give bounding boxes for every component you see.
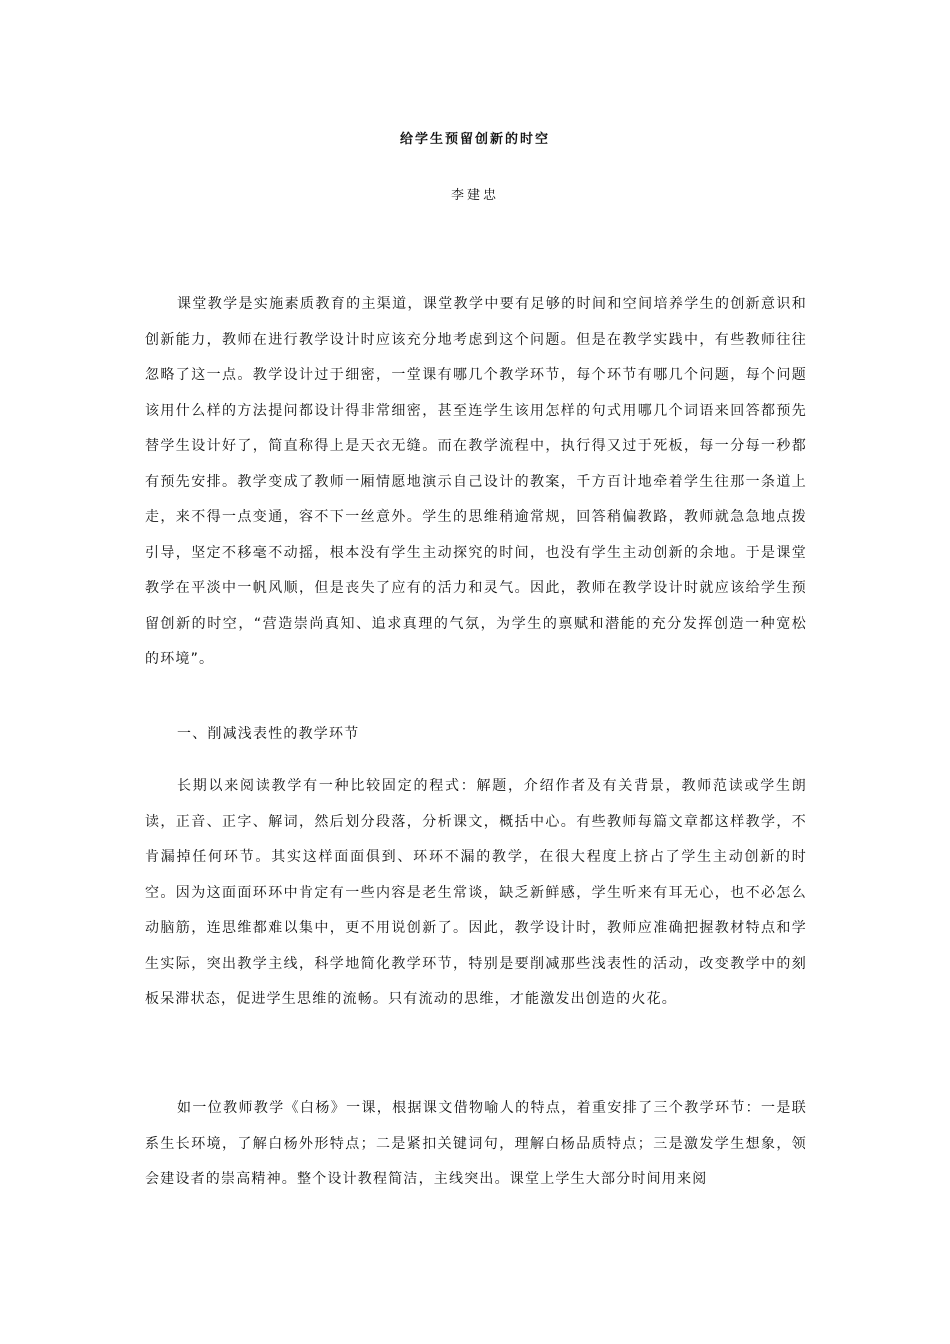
paragraph-example: 如一位教师教学《白杨》一课，根据课文借物喻人的特点，着重安排了三个教学环节：一是联系生长环境，了解白杨外形特点；二是紧扣关键词句，理解白杨品质特点；三是激发学生想象，领会建设者的崇高精神。整个设计教程简洁，主线突出。课堂上学生大部分时间用来阅 <box>145 1100 807 1187</box>
document-title: 给学生预留创新的时空 <box>399 132 550 147</box>
section-heading-1: 一、削减浅表性的教学环节 <box>177 726 360 742</box>
document-author: 李建忠 <box>450 188 499 203</box>
paragraph-section-1: 长期以来阅读教学有一种比较固定的程式：解题，介绍作者及有关背景，教师范读或学生朗读，正音、正字、解词，然后划分段落，分析课文，概括中心。有些教师每篇文章都这样教学，不肯漏掉任何环节。其实这样面面俱到、环环不漏的教学，在很大程度上挤占了学生主动创新的时空。因为这面面环环中肯定有一些内容是老生常谈，缺乏新鲜感，学生听来有耳无心，也不必怎么动脑筋，连思维都难以集中，更不用说创新了。因此，教学设计时，教师应准确把握教材特点和学生实际，突出教学主线，科学地简化教学环节，特别是要削减那些浅表性的活动，改变教学中的刻板呆滞状态，促进学生思维的流畅。只有流动的思维，才能激发出创造的火花。 <box>145 778 807 1007</box>
paragraph-intro: 课堂教学是实施素质教育的主渠道，课堂教学中要有足够的时间和空间培养学生的创新意识和创新能力，教师在进行教学设计时应该充分地考虑到这个问题。但是在教学实践中，有些教师往往忽略了这一点。教学设计过于细密，一堂课有哪几个教学环节，每个环节有哪几个问题，每个问题该用什么样的方法提问都设计得非常细密，甚至连学生该用怎样的句式用哪几个词语来回答都预先替学生设计好了，简直称得上是天衣无缝。而在教学流程中，执行得又过于死板，每一分每一秒都有预先安排。教学变成了教师一厢情愿地演示自己设计的教案，千方百计地牵着学生往那一条道上走，来不得一点变通，容不下一丝意外。学生的思维稍逾常规，回答稍偏教路，教师就急急地点拨引导，坚定不移毫不动摇，根本没有学生主动探究的时间，也没有学生主动创新的余地。于是课堂教学在平淡中一帆风顺，但是丧失了应有的活力和灵气。因此，教师在教学设计时就应该给学生预留创新的时空，“营造崇尚真知、追求真理的气氛，为学生的禀赋和潜能的充分发挥创造一种宽松的环境”。 <box>145 296 807 667</box>
